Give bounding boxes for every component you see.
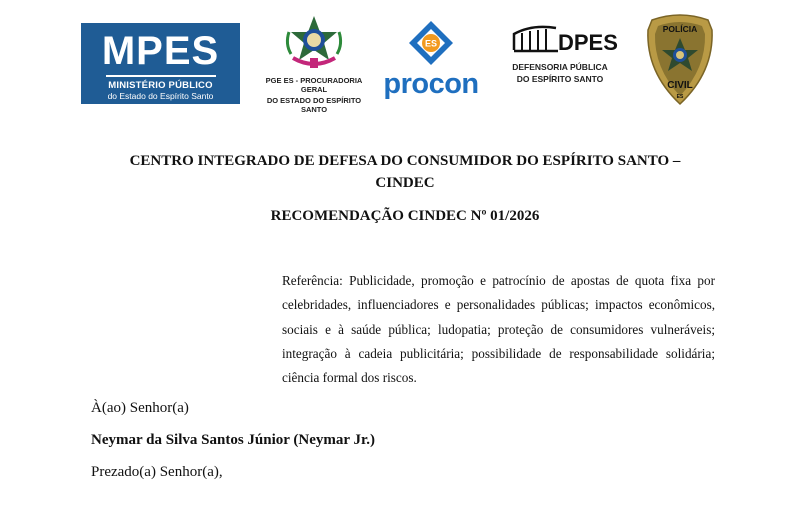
pge-logo-line2: DO ESTADO DO ESPÍRITO SANTO [266,96,362,114]
police-badge-icon [644,12,716,106]
procon-logo [383,20,479,100]
reference-paragraph: Referência: Publicidade, promoção e patrocínio de apostas de quota fixa por celebridades, influenciadores e personalidades públicas; impactos econômicos, sociais e à saúde pública; ludopatia; proteção de consumidores vulneráveis; integração à cadeia publicitária; possibilidade de responsabilidade solidária; ciência formal dos riscos. [282,273,715,386]
police-badge-top-text: POLÍCIA [662,24,698,34]
dpes-logo-title: DPES [558,30,618,55]
policia-civil-logo [644,12,716,106]
state-coat-of-arms-icon [279,14,349,74]
police-badge-bottom-text: CIVIL [667,80,693,91]
logo-header [0,0,792,120]
procon-logo-title: procon [383,68,479,100]
mpes-logo [81,23,240,104]
salutation: À(ao) Senhor(a) [91,400,189,416]
pge-logo [262,14,366,114]
dpes-logo-line1: DEFENSORIA PÚBLICA [512,62,608,72]
mpes-logo-line1: MINISTÉRIO PÚBLICO [108,80,213,91]
procon-diamond-icon [407,20,455,66]
mpes-logo-title: MPES [101,29,220,73]
greeting: Prezado(a) Senhor(a), [91,464,223,480]
document-subheading: RECOMENDAÇÃO CINDEC Nº 01/2026 [270,208,540,224]
dpes-building-icon [510,20,618,56]
mpes-logo-divider [106,75,216,77]
police-badge-state-text: ES [676,94,684,100]
recipient-name: Neymar da Silva Santos Júnior (Neymar Jr.) [91,432,376,448]
dpes-logo [510,20,618,92]
dpes-logo-line2: DO ESPÍRITO SANTO [516,74,604,84]
document-heading: CENTRO INTEGRADO DE DEFESA DO CONSUMIDOR DO ESPÍRITO SANTO – CINDEC [129,153,681,191]
procon-badge-text: ES [424,38,438,49]
mpes-logo-line2: do Estado do Espírito Santo [107,91,214,101]
pge-logo-line1: PGE ES - PROCURADORIA GERAL [265,76,363,94]
